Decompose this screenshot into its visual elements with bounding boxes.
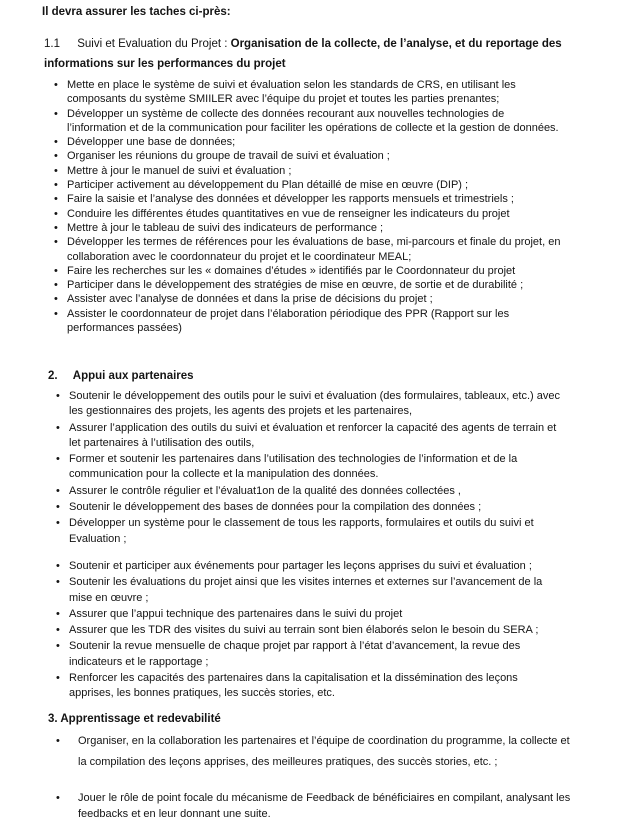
list-item: • Participer dans le développement des stratégies de mise en œuvre, de sortie et de durabilité ;	[54, 278, 562, 292]
section-1-number: 1.1	[44, 38, 60, 50]
list-item: • Soutenir le développement des outils pour le suivi et évaluation (des formulaires, tableaux, etc.) avec les gestionnaires des projets, les agents des projets et les partenaires,	[56, 389, 562, 420]
section-2-number: 2.	[48, 370, 58, 382]
list-item: • Mettre à jour le manuel de suivi et évaluation ;	[54, 164, 562, 178]
list-item: • Assister le coordonnateur de projet dans l’élaboration périodique des PPR (Rapport sur les performances passées)	[54, 307, 562, 336]
list-item: • Mette en place le système de suivi et évaluation selon les standards de CRS, en utilisant les composants du système SMIILER avec l’équipe du projet et toutes les parties prenantes;	[54, 78, 562, 107]
section-1-heading	[44, 34, 564, 74]
intro-line: Il devra assurer les taches ci-près:	[42, 6, 231, 18]
section-2-heading	[48, 366, 194, 386]
section-1-list	[54, 78, 562, 335]
list-item: • Mettre à jour le tableau de suivi des indicateurs de performance ;	[54, 221, 562, 235]
list-item: • Former et soutenir les partenaires dans l’utilisation des technologies de l’information et de la communication pour la collecte et la manipulation des données.	[56, 452, 562, 483]
list-item: • Assurer que l’appui technique des partenaires dans le suivi du projet	[56, 607, 562, 622]
list-item: • Conduire les différentes études quantitatives en vue de renseigner les indicateurs du projet	[54, 207, 562, 221]
list-item: • Soutenir le développement des bases de données pour la compilation des données ;	[56, 500, 562, 515]
section-1-title-plain: Suivi et Evaluation du Projet :	[77, 38, 228, 50]
section-3-list	[56, 731, 576, 822]
list-item: • Assurer l’application des outils du suivi et évaluation et renforcer la capacité des agents de terrain et let partenaires à l’utilisation des outils,	[56, 421, 562, 452]
list-item: • Soutenir et participer aux événements pour partager les leçons apprises du suivi et évaluation ;	[56, 559, 562, 574]
list-item: • Renforcer les capacités des partenaires dans la capitalisation et la dissémination des leçons apprises, les bonnes pratiques, les succès stories, etc.	[56, 671, 562, 702]
list-item: • Organiser les réunions du groupe de travail de suivi et évaluation ;	[54, 149, 562, 163]
list-item: • Faire la saisie et l’analyse des données et développer les rapports mensuels et trimestriels ;	[54, 192, 562, 206]
list-item: • Participer activement au développement du Plan détaillé de mise en œuvre (DIP) ;	[54, 178, 562, 192]
list-item: • Jouer le rôle de point focale du mécanisme de Feedback de bénéficiaires en compilant, analysant les feedbacks et en leur donnant une suite.	[56, 790, 576, 822]
list-item: • Soutenir la revue mensuelle de chaque projet par rapport à l’état d’avancement, la revue des indicateurs et le rapportage ;	[56, 639, 562, 670]
section-1-title-bold: Organisation de la collecte, de l’analyse, et du reportage des informations sur les performances du projet	[44, 38, 562, 70]
list-item: • Développer une base de données;	[54, 135, 562, 149]
list-item: • Développer un système pour le classement de tous les rapports, formulaires et outils du suivi et Evaluation ;	[56, 516, 562, 547]
section-2-list	[56, 389, 562, 703]
section-2-title: Appui aux partenaires	[72, 370, 194, 382]
list-item: • Soutenir les évaluations du projet ainsi que les visites internes et externes sur l’avancement de la mise en œuvre ;	[56, 575, 562, 606]
list-item: • Développer les termes de références pour les évaluations de base, mi-parcours et finale du projet, en collaboration avec le coordonnateur du projet et le coordinateur MEAL;	[54, 235, 562, 264]
list-item: • Faire les recherches sur les « domaines d’études » identifiés par le Coordonnateur du projet	[54, 264, 562, 278]
list-item: • Assurer que les TDR des visites du suivi au terrain sont bien élaborés selon le besoin du SERA ;	[56, 623, 562, 638]
list-item: • Assister avec l’analyse de données et dans la prise de décisions du projet ;	[54, 292, 562, 306]
list-item: • Assurer le contrôle régulier et l’évaluat1on de la qualité des données collectées ,	[56, 484, 562, 499]
section-3-heading	[48, 709, 221, 729]
section-3-number: 3.	[48, 713, 58, 725]
list-item: • Organiser, en la collaboration les partenaires et l’équipe de coordination du programme, la collecte et la compilation des leçons apprises, des meilleures pratiques, des succès stories, etc. ;	[56, 731, 576, 773]
section-3-title: Apprentissage et redevabilité	[60, 713, 221, 725]
list-item: • Développer un système de collecte des données recourant aux nouvelles technologies de l’information et de la communication pour faciliter les opérations de collecte et la gestion de données.	[54, 107, 562, 136]
